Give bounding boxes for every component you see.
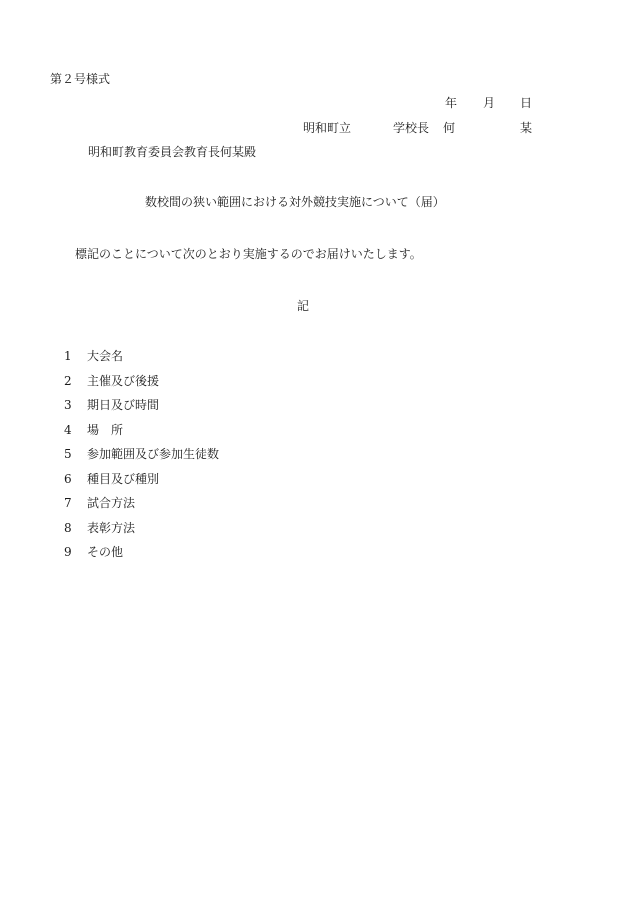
item-number: 1 bbox=[64, 349, 72, 363]
date-month-label: 月 bbox=[483, 96, 496, 110]
item-label: 参加範囲及び参加生徒数 bbox=[87, 447, 220, 461]
item-label: 場 所 bbox=[87, 422, 124, 437]
list-item bbox=[64, 447, 219, 472]
list-item bbox=[64, 374, 219, 399]
item-label: 種目及び種別 bbox=[87, 471, 160, 486]
item-label: 期日及び時間 bbox=[87, 398, 160, 412]
document-title: 数校間の狭い範囲における対外競技実施について（届） bbox=[145, 195, 445, 209]
list-item bbox=[64, 521, 219, 546]
item-number: 4 bbox=[64, 422, 72, 437]
list-item bbox=[64, 472, 219, 497]
item-label: 大会名 bbox=[87, 349, 124, 363]
item-number: 9 bbox=[64, 545, 72, 559]
sender-school-town: 明和町立 bbox=[303, 121, 352, 135]
sender-role: 学校長 bbox=[393, 121, 430, 135]
date-year-label: 年 bbox=[445, 96, 458, 110]
form-number: 第２号様式 bbox=[50, 72, 111, 86]
item-list bbox=[64, 349, 219, 570]
item-number: 5 bbox=[64, 447, 72, 461]
recipient: 明和町教育委員会教育長何某殿 bbox=[88, 145, 257, 159]
list-item bbox=[64, 545, 219, 570]
item-label: 主催及び後援 bbox=[87, 373, 160, 388]
list-item bbox=[64, 423, 219, 448]
ki-heading: 記 bbox=[297, 299, 310, 313]
item-number: 6 bbox=[64, 471, 72, 486]
sender-name-last: 某 bbox=[520, 121, 533, 135]
date-day-label: 日 bbox=[520, 96, 533, 110]
item-label: その他 bbox=[87, 545, 124, 559]
list-item bbox=[64, 398, 219, 423]
item-number: 2 bbox=[64, 373, 72, 388]
item-number: 8 bbox=[64, 520, 72, 535]
item-label: 表彰方法 bbox=[87, 520, 136, 535]
body-text: 標記のことについて次のとおり実施するのでお届けいたします。 bbox=[75, 247, 422, 261]
item-label: 試合方法 bbox=[87, 496, 136, 510]
list-item bbox=[64, 496, 219, 521]
list-item bbox=[64, 349, 219, 374]
item-number: 7 bbox=[64, 496, 72, 510]
sender-name-first: 何 bbox=[443, 121, 456, 135]
item-number: 3 bbox=[64, 398, 72, 412]
